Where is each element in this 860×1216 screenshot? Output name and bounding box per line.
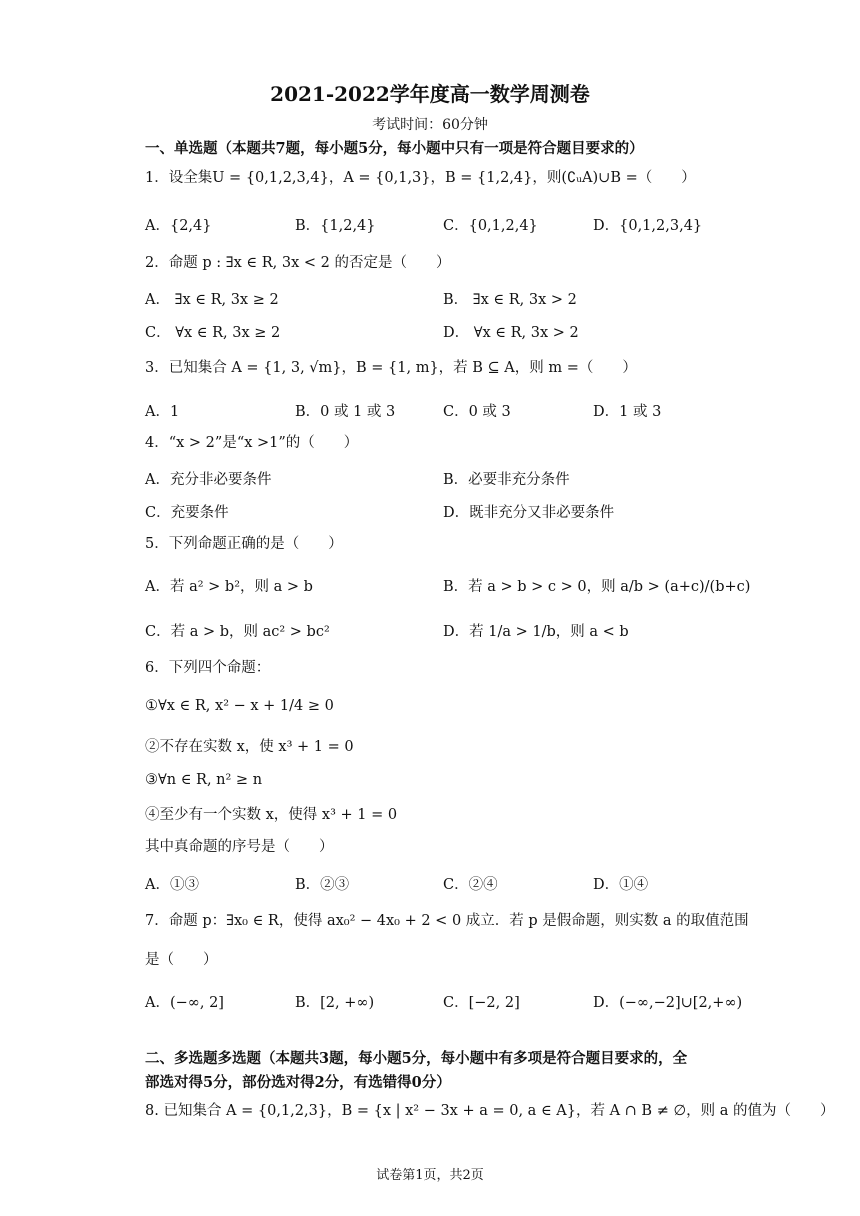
q4-option-b: B．必要非充分条件: [443, 472, 570, 488]
q6-item-3: ③∀n ∈ R, n² ≥ n: [145, 772, 263, 788]
q7-option-b: B．[2, +∞): [295, 995, 375, 1011]
q5-option-d: D．若 1/a > 1/b，则 a < b: [443, 624, 629, 640]
section1-heading: 一、单选题（本题共7题，每小题5分，每小题中只有一项是符合题目要求的）: [145, 140, 644, 157]
question-5-stem: 5．下列命题正确的是（ ）: [145, 536, 343, 552]
q6-item-1: ①∀x ∈ R, x² − x + 1/4 ≥ 0: [145, 698, 334, 714]
q1-option-c: C．{0,1,2,4}: [443, 218, 538, 234]
q4-option-d: D．既非充分又非必要条件: [443, 505, 615, 521]
q2-option-a: A． ∃x ∈ R, 3x ≥ 2: [145, 292, 279, 308]
section2-heading-line2: 部选对得5分，部份选对得2分，有选错得0分）: [145, 1074, 451, 1091]
q6-option-b: B．②③: [295, 877, 350, 893]
question-8-stem: 8. 已知集合 A = {0,1,2,3}，B = {x | x² − 3x + a = 0, a ∈ A}，若 A ∩ B ≠ ∅，则 a 的值为（ ）: [145, 1103, 835, 1119]
q7-option-a: A．(−∞, 2]: [145, 995, 224, 1011]
exam-time: 考试时间：60分钟: [372, 117, 488, 133]
q7-option-c: C．[−2, 2]: [443, 995, 520, 1011]
q3-option-b: B．0 或 1 或 3: [295, 404, 396, 420]
page-title: 2021-2022学年度高一数学周测卷: [270, 82, 590, 106]
q6-option-a: A．①③: [145, 877, 199, 893]
q7-option-d: D．(−∞,−2]∪[2,+∞): [593, 995, 743, 1011]
question-6-stem: 6．下列四个命题：: [145, 660, 271, 676]
q6-item-4: ④至少有一个实数 x，使得 x³ + 1 = 0: [145, 807, 398, 823]
q6-item-2: ②不存在实数 x，使 x³ + 1 = 0: [145, 739, 354, 755]
q3-option-c: C．0 或 3: [443, 404, 511, 420]
q1-option-d: D．{0,1,2,3,4}: [593, 218, 703, 234]
question-2-stem: 2．命题 p : ∃x ∈ R, 3x < 2 的否定是（ ）: [145, 255, 451, 271]
question-7-stem-line1: 7．命题 p：∃x₀ ∈ R，使得 ax₀² − 4x₀ + 2 < 0 成立．若 p 是假命题，则实数 a 的取值范围: [145, 913, 749, 929]
question-7-stem-line2: 是（ ）: [145, 952, 218, 968]
q2-option-c: C． ∀x ∈ R, 3x ≥ 2: [145, 325, 281, 341]
q2-option-d: D． ∀x ∈ R, 3x > 2: [443, 325, 579, 341]
q4-option-a: A．充分非必要条件: [145, 472, 272, 488]
q3-option-d: D．1 或 3: [593, 404, 662, 420]
q1-option-a: A．{2,4}: [145, 218, 212, 234]
q1-option-b: B．{1,2,4}: [295, 218, 376, 234]
question-4-stem: 4．“x > 2”是“x >1”的（ ）: [145, 435, 359, 451]
section2-heading-line1: 二、多选题多选题（本题共3题，每小题5分，每小题中有多项是符合题目要求的，全: [145, 1050, 688, 1067]
page-footer: 试卷第1页，共2页: [376, 1168, 484, 1183]
q4-option-c: C．充要条件: [145, 505, 229, 521]
q5-option-b: B．若 a > b > c > 0，则 a/b > (a+c)/(b+c): [443, 579, 751, 595]
q5-option-a: A．若 a² > b²，则 a > b: [145, 579, 313, 595]
q3-option-a: A．1: [145, 404, 180, 420]
q5-option-c: C．若 a > b，则 ac² > bc²: [145, 624, 330, 640]
q2-option-b: B． ∃x ∈ R, 3x > 2: [443, 292, 577, 308]
question-1-stem: 1．设全集U = {0,1,2,3,4}，A = {0,1,3}，B = {1,2,4}，则(∁ᵤA)∪B =（ ）: [145, 170, 696, 186]
question-3-stem: 3．已知集合 A = {1, 3, √m}，B = {1, m}，若 B ⊆ A，则 m =（ ）: [145, 360, 637, 376]
q6-option-c: C．②④: [443, 877, 498, 893]
q6-question: 其中真命题的序号是（ ）: [145, 839, 334, 855]
q6-option-d: D．①④: [593, 877, 649, 893]
